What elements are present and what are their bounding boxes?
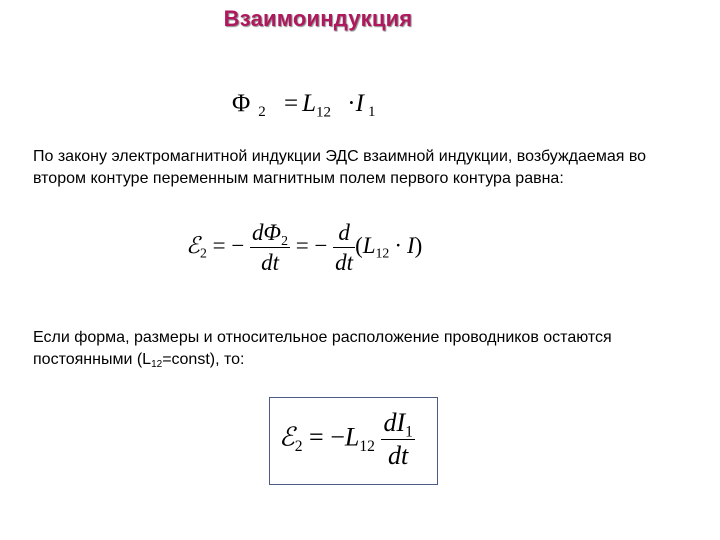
flux-formula — [232, 90, 376, 121]
dot-operator-2: · — [394, 232, 402, 258]
emf-const-formula — [279, 410, 415, 469]
dot-operator: · — [347, 90, 356, 117]
equals-minus-2: = − — [295, 232, 328, 258]
denominator-dt-2: dt — [335, 250, 354, 275]
numerator-dphi: dΦ — [252, 220, 282, 245]
phi-subscript: 2 — [258, 104, 266, 121]
emf-subscript-3: 2 — [294, 437, 303, 455]
slide-title: Взаимоиндукция — [223, 6, 413, 31]
close-paren: ) — [414, 232, 423, 258]
emf-symbol-3: ℰ — [279, 422, 295, 452]
paragraph2-subscript: 12 — [151, 359, 163, 370]
denominator-dt-3: dt — [388, 441, 409, 470]
inductance-subscript-2: 12 — [375, 245, 390, 261]
phi-symbol: Φ — [232, 90, 251, 117]
numerator-d: d — [333, 221, 355, 248]
equals-minus-3: = − — [309, 422, 345, 452]
equals-sign: = — [284, 90, 299, 117]
inductance-symbol-3: L — [344, 422, 360, 452]
paragraph2-start: Если форма, размеры и относительное расположение проводников остаются постоянными (L — [33, 329, 612, 368]
paragraph-constant-geometry — [33, 327, 693, 376]
current-subscript: 1 — [367, 104, 376, 121]
inductance-subscript-3: 12 — [359, 437, 375, 455]
inductance-symbol: L — [302, 90, 317, 117]
numerator-dphi-subscript: 2 — [281, 232, 288, 248]
current-symbol-2: I — [407, 232, 415, 258]
paragraph2-end: =const), то: — [162, 351, 245, 368]
numerator-di: dI — [383, 408, 406, 437]
fraction-di-dt — [381, 410, 414, 469]
emf-symbol: ℰ — [186, 232, 200, 258]
open-paren: ( — [355, 232, 363, 258]
current-symbol: I — [355, 90, 364, 117]
fraction-d-dt — [333, 221, 355, 274]
numerator-di-subscript: 1 — [405, 423, 413, 441]
equals-minus-1: = − — [212, 232, 245, 258]
emf-formula — [186, 221, 422, 274]
inductance-symbol-2: L — [362, 232, 376, 258]
paragraph-mutual-induction: По закону электромагнитной индукции ЭДС взаимной индукции, возбуждаемая во втором контуре переменным магнитным полем первого контура равна: — [33, 148, 647, 187]
fraction-dphi-dt — [250, 221, 290, 274]
emf-subscript: 2 — [199, 245, 207, 261]
denominator-dt: dt — [261, 250, 279, 275]
inductance-subscript: 12 — [316, 104, 332, 121]
